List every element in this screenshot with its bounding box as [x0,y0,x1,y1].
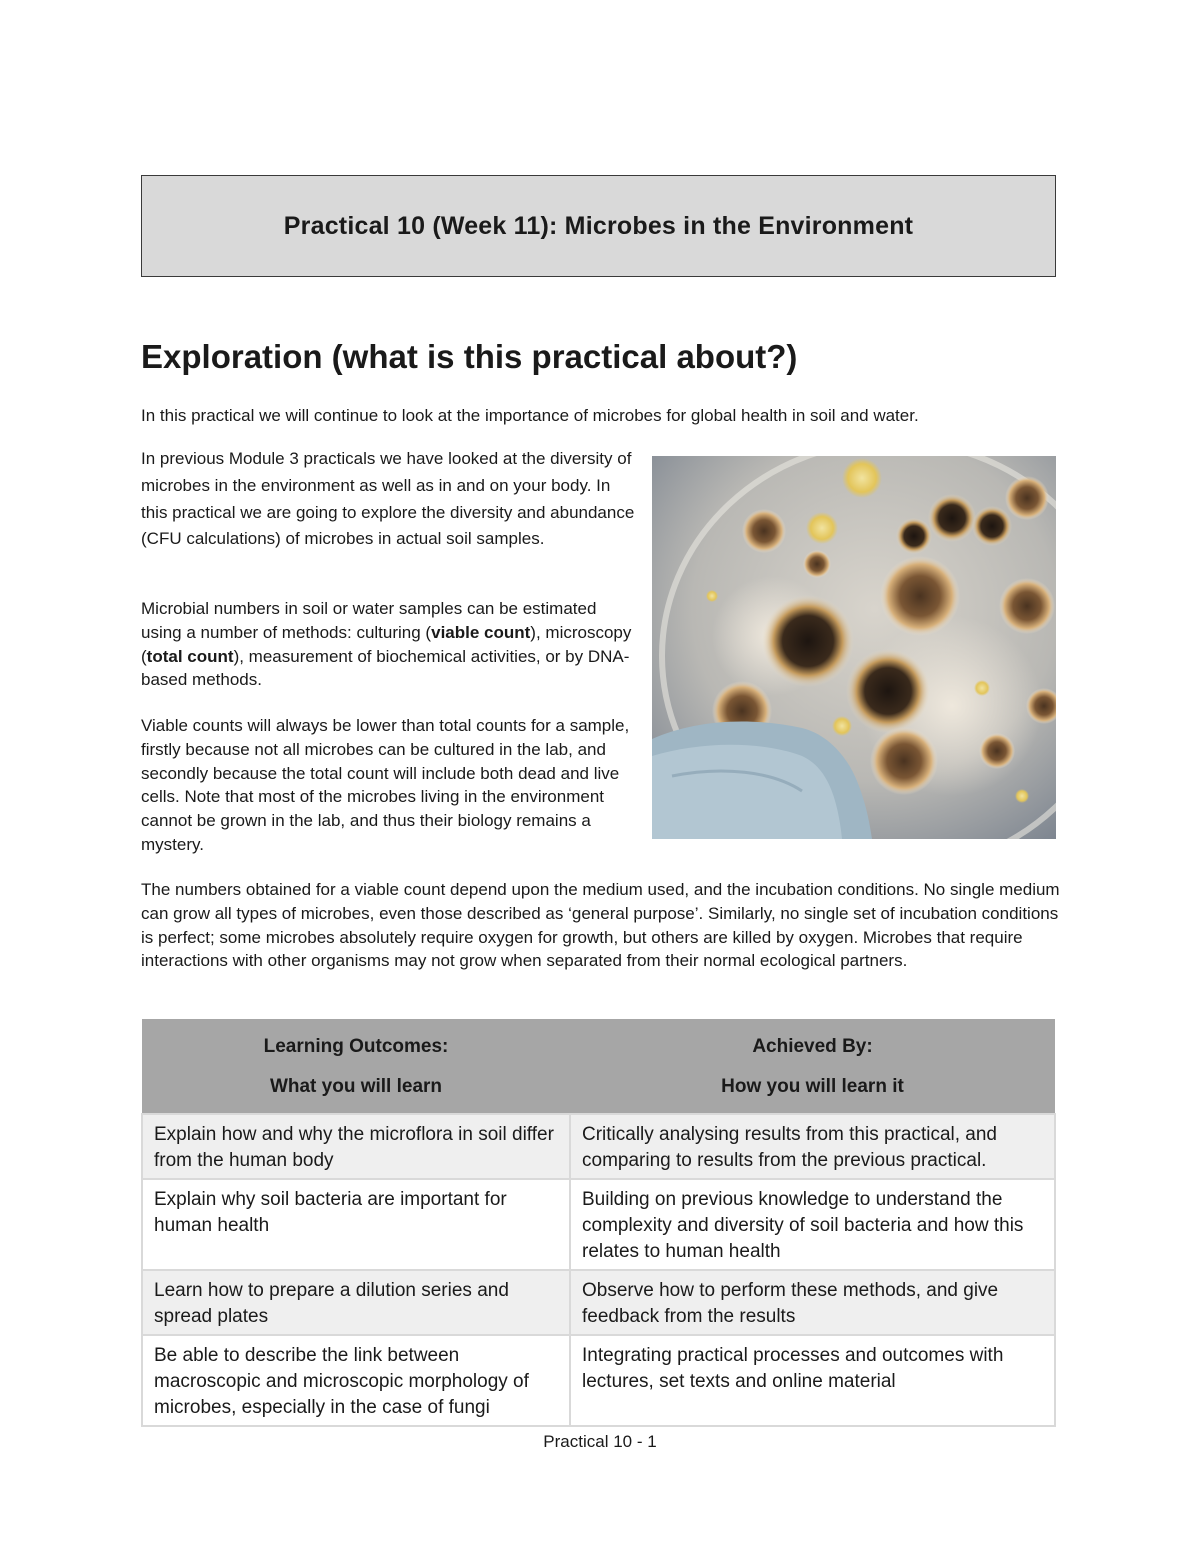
table-row [142,1270,1055,1335]
achieved-by-header [570,1019,1055,1114]
header-line: How you will learn it [721,1076,904,1097]
method-cell: Critically analysing results from this practical, and comparing to results from the previous practical. [570,1114,1055,1179]
method-cell: Observe how to perform these methods, and give feedback from the results [570,1270,1055,1335]
methods-text-1: Microbial numbers in soil or water samples can be estimated using a number of methods: culturing ( [141,599,597,642]
page-title: Practical 10 (Week 11): Microbes in the Environment [283,211,914,240]
table-row [142,1179,1055,1270]
method-cell: Integrating practical processes and outcomes with lectures, set texts and online material [570,1335,1055,1426]
methods-text-3: ), measurement of biochemical activities, or by DNA-based methods. [141,646,630,690]
outcome-cell: Explain why soil bacteria are important for human health [142,1179,570,1270]
header-line: What you will learn [269,1076,443,1097]
methods-text-2: ), microscopy ( [141,622,632,666]
section-heading: Exploration (what is this practical about?) [141,338,798,375]
outcome-cell: Explain how and why the microflora in soil differ from the human body [142,1114,570,1179]
table-row [142,1114,1055,1179]
page-footer: Practical 10 - 1 [543,1432,657,1451]
viable-count-term: viable count [431,622,531,642]
title-box [141,175,1056,277]
table-header-row [142,1019,1055,1114]
intro-paragraph: In this practical we will continue to look at the importance of microbes for global health in soil and water. [141,406,919,425]
header-line: Learning Outcomes: [263,1036,449,1057]
header-line: Achieved By: [752,1036,873,1057]
method-cell: Building on previous knowledge to understand the complexity and diversity of soil bacteria and how this relates to human health [570,1179,1055,1270]
outcome-cell: Learn how to prepare a dilution series and spread plates [142,1270,570,1335]
outcome-cell: Be able to describe the link between macroscopic and microscopic morphology of microbes, especially in the case of fungi [142,1335,570,1426]
petri-dish-photo [652,456,1056,839]
previous-practicals-paragraph: In previous Module 3 practicals we have looked at the diversity of microbes in the environment as well as in and on your body. In this practical we are going to explore the diversity and abundance (CFU calculations) of microbes in actual soil samples. [141,449,635,549]
methods-paragraph [141,597,641,692]
viable-counts-paragraph: Viable counts will always be lower than total counts for a sample, firstly because not all microbes can be cultured in the lab, and secondly because the total count will include both dead and live cells. Note that most of the microbes living in the environment cannot be grown in the lab, and thus their biology remains a mystery. [141,716,630,854]
total-count-term: total count [146,646,234,666]
viable-count-medium-paragraph: The numbers obtained for a viable count depend upon the medium used, and the incubation conditions. No single medium can grow all types of microbes, even those described as ‘general purpose’. Similarly, no single set of incubation conditions is perfect; some microbes absolutely require oxygen for growth, but others are killed by oxygen. Microbes that require interactions with other organisms may not grow when separated from their normal ecological partners. [141,880,1060,971]
learning-outcomes-table [141,1019,1056,1427]
learning-outcomes-header [142,1019,570,1114]
table-row [142,1335,1055,1426]
